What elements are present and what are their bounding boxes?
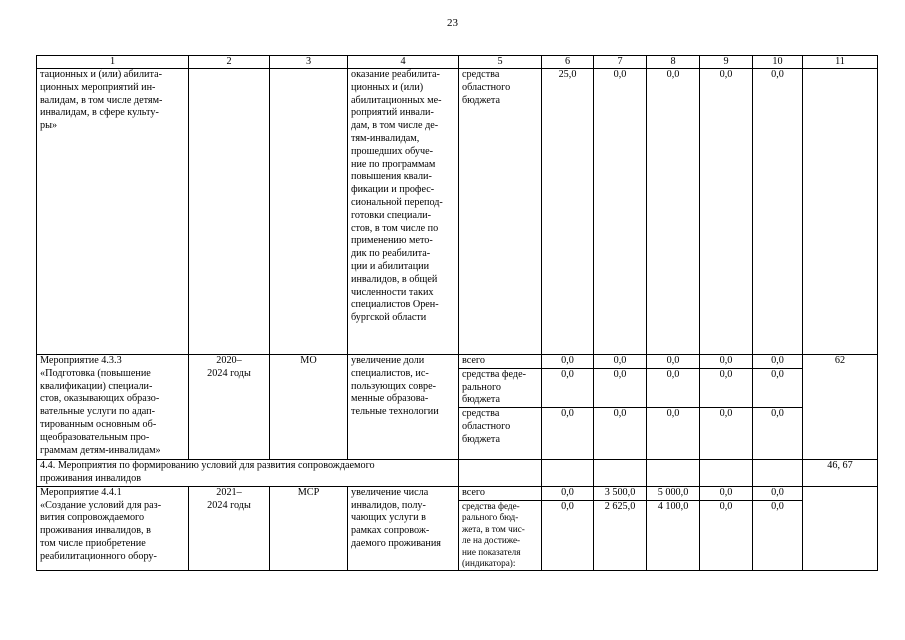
measure-name-cell: тационных и (или) абилита- ционных мероприятий ин- валидам, в том числе детям- инвалидам, в сфере культу- ры»	[37, 69, 189, 355]
funding-source-cell: средства феде- рального бюд- жета, в том чис- ле на достиже- ние показателя (индикатора):	[459, 500, 542, 570]
executor-cell	[270, 69, 348, 355]
value-cell: 0,0	[542, 408, 594, 460]
column-header: 10	[753, 56, 803, 69]
empty-cell	[753, 460, 803, 487]
page-number: 23	[447, 17, 458, 29]
value-cell: 0,0	[594, 69, 647, 355]
empty-cell	[700, 460, 753, 487]
column-header: 4	[348, 56, 459, 69]
value-cell: 0,0	[700, 408, 753, 460]
value-cell: 0,0	[753, 408, 803, 460]
value-cell: 0,0	[647, 408, 700, 460]
value-cell: 0,0	[594, 408, 647, 460]
value-cell: 0,0	[753, 500, 803, 570]
funding-source-cell: средства феде- рального бюджета	[459, 368, 542, 407]
table-row	[37, 355, 878, 369]
value-cell: 0,0	[700, 355, 753, 369]
indicator-cell: увеличение доли специалистов, ис- пользующих совре- менные образова- тельные технологии	[348, 355, 459, 460]
value-cell: 0,0	[753, 368, 803, 407]
value-cell: 0,0	[753, 69, 803, 355]
value-cell: 0,0	[647, 368, 700, 407]
value-cell: 0,0	[594, 368, 647, 407]
executor-cell: МО	[270, 355, 348, 460]
value-cell: 3 500,0	[594, 486, 647, 500]
program-table	[36, 55, 878, 571]
value-cell: 2 625,0	[594, 500, 647, 570]
value-cell: 0,0	[542, 355, 594, 369]
column-header: 7	[594, 56, 647, 69]
column-header: 3	[270, 56, 348, 69]
value-cell: 0,0	[700, 368, 753, 407]
column-header: 2	[189, 56, 270, 69]
measure-name-cell: Мероприятие 4.3.3 «Подготовка (повышение квалификации) специали- стов, оказывающих образо- вательные услуги по адап- тированным основным об- щеобразовательным про- граммам детям-инвалидам»	[37, 355, 189, 460]
link-cell	[803, 486, 878, 570]
funding-source-cell: средства областного бюджета	[459, 408, 542, 460]
empty-cell	[542, 460, 594, 487]
column-header: 5	[459, 56, 542, 69]
value-cell: 25,0	[542, 69, 594, 355]
empty-cell	[647, 460, 700, 487]
value-cell: 5 000,0	[647, 486, 700, 500]
period-cell	[189, 69, 270, 355]
value-cell: 0,0	[700, 69, 753, 355]
empty-cell	[594, 460, 647, 487]
section-row	[37, 460, 878, 487]
funding-source-cell: всего	[459, 486, 542, 500]
section-title: 4.4. Мероприятия по формированию условий для развития сопровождаемого проживания инвалидов	[37, 460, 459, 487]
period-cell: 2021– 2024 годы	[189, 486, 270, 570]
value-cell: 0,0	[542, 368, 594, 407]
value-cell: 0,0	[753, 486, 803, 500]
column-header: 8	[647, 56, 700, 69]
link-cell: 62	[803, 355, 878, 460]
value-cell: 4 100,0	[647, 500, 700, 570]
value-cell: 0,0	[700, 486, 753, 500]
indicator-cell: увеличение числа инвалидов, полу- чающих услуги в рамках сопровож- даемого проживания	[348, 486, 459, 570]
value-cell: 0,0	[594, 355, 647, 369]
column-header: 9	[700, 56, 753, 69]
table-row	[37, 486, 878, 500]
value-cell: 0,0	[542, 500, 594, 570]
period-cell: 2020– 2024 годы	[189, 355, 270, 460]
value-cell: 0,0	[647, 355, 700, 369]
value-cell: 0,0	[700, 500, 753, 570]
column-header: 6	[542, 56, 594, 69]
measure-name-cell: Мероприятие 4.4.1 «Создание условий для раз- вития сопровождаемого проживания инвалидов, в том числе приобретение реабилитационного обору-	[37, 486, 189, 570]
link-cell	[803, 69, 878, 355]
empty-cell	[459, 460, 542, 487]
funding-source-cell: средства областного бюджета	[459, 69, 542, 355]
column-header: 11	[803, 56, 878, 69]
column-header: 1	[37, 56, 189, 69]
funding-source-cell: всего	[459, 355, 542, 369]
value-cell: 0,0	[542, 486, 594, 500]
value-cell: 0,0	[753, 355, 803, 369]
header-row	[37, 56, 878, 69]
indicator-cell: оказание реабилита- ционных и (или) абилитационных ме- роприятий инвали- дам, в том числе де- тям-инвалидам, прошедших обуче- ние по программам повышения квали- фикации и профес- сиональной перепод- готовки специали- стов, в том числе по применению мето- дик по реабилита- ции и абилитации инвалидов, в общей численности таких специалистов Орен- бургской области	[348, 69, 459, 355]
executor-cell: МСР	[270, 486, 348, 570]
link-cell: 46, 67	[803, 460, 878, 487]
value-cell: 0,0	[647, 69, 700, 355]
table-row	[37, 69, 878, 355]
